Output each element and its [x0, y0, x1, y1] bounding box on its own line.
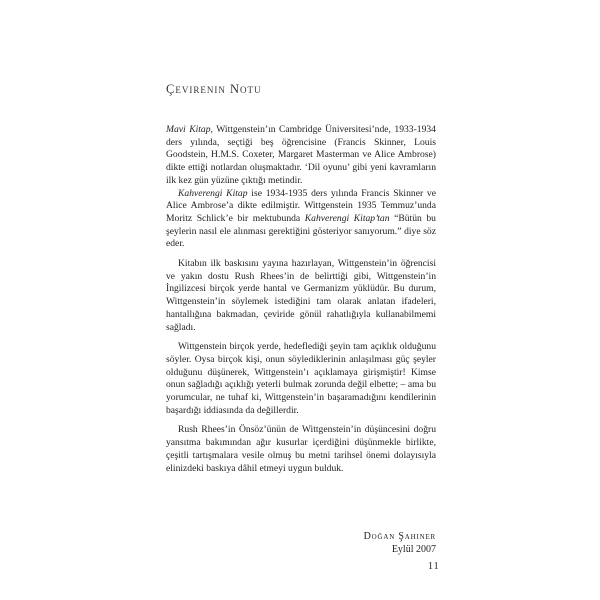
- paragraph-4: Wittgenstein birçok yerde, hedeflediği şeyin tam açıklık olduğunu söyler. Oysa birçok kişi, onun söylediklerinin anlaşılması güç şeyler olduğunu düşünerek, Wittgenstein’ı açıklamaya girişmiştir! Kimse onun sağladığı açıklığı yeterli bulmak zorunda değil elbette; – ama bu yorumcular, ne tuhaf ki, Wittgenstein’in başaramadığını kendilerinin başardığı iddiasında da değillerdir.: [166, 341, 436, 416]
- italic-title-brown-book-ref: Kahverengi Kitap’tan: [304, 212, 390, 224]
- body-text: [166, 124, 436, 482]
- paragraph-5: Rush Rhees’in Önsöz’ünün de Wittgenstein’in düşüncesini doğru yansıtma bakımından ağır kusurlar içerdiğini düşünmekle birlikte, çeşitli tartışmalara vesile olmuş bu metni tarihsel önemi dolayısıyla elinizdeki baskıya dâhil etmeyi uygun bulduk.: [166, 424, 436, 474]
- signature-block: [364, 530, 436, 556]
- paragraph-2-text-b: “Bütün bu şeylerin nasıl ele alınması gerektiğini gösteriyor sanıyorum.” diye söz eder.: [166, 212, 436, 250]
- paragraph-2: [166, 188, 436, 252]
- italic-title-blue-book: Mavi Kitap,: [166, 124, 213, 135]
- italic-title-brown-book: Kahverengi Kitap: [178, 187, 248, 199]
- page-number: 11: [428, 561, 440, 572]
- signature-date: Eylül 2007: [391, 544, 436, 555]
- page-title: Çevirenin Notu: [166, 82, 262, 96]
- translator-name: Doğan Şahiner: [363, 531, 436, 542]
- paragraph-3: Kitabın ilk baskısını yayına hazırlayan, Wittgenstein’in öğrencisi ve yakın dostu Rush Rhees’in de belirttiği gibi, Wittgenstein’in İngilizcesi birçok yerde hantal ve Germanizm yüklüdür. Bu durum, Wittgenstein’in söylemek istediğini tam olarak anlatan ifadeleri, hantallığına bakmadan, çeviride gönül rahatlığıyla kullanabilmemi sağladı.: [166, 258, 436, 333]
- paragraph-2-text-a: ise 1934-1935 ders yılında Francis Skinner ve Alice Ambrose’a dikte edilmiştir. Wittgenstein 1935 Temmuz’unda Moritz Schlick’e bir mektubunda: [166, 187, 436, 224]
- paragraph-1-text: Wittgenstein’ın Cambridge Üniversitesi’nde, 1933-1934 ders yılında, seçtiği beş öğrencisine (Francis Skinner, Louis Goodstein, H.M.S. Coxeter, Margaret Masterman ve Alice Ambrose) dikte ettiği notlardan oluşmaktadır. ‘Dil oyunu’ gibi yeni kavramların ilk kez gün yüzüne çıktığı metindir.: [166, 124, 436, 186]
- paragraph-1: [166, 124, 436, 188]
